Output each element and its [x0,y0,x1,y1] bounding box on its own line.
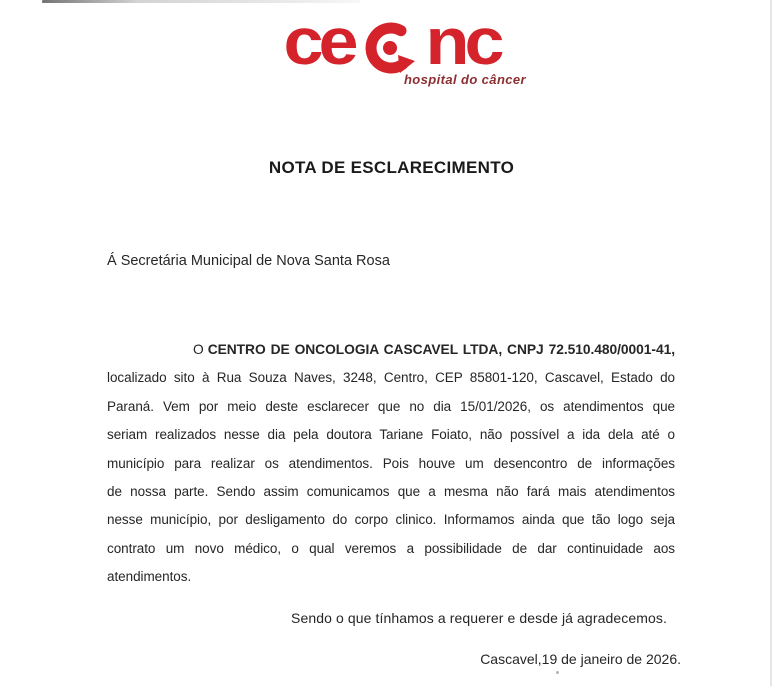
body-line-4: seriam realizados nesse dia pela doutora Tariane Foiato, não possível a ida dela até o [107,427,675,443]
scan-artifact-dot [556,671,559,674]
body-line-9: atendimentos. [107,569,192,585]
body-line-1-bold: CENTRO DE ONCOLOGIA CASCAVEL LTDA, CNPJ 72.510.480/0001-41, [207,342,675,357]
ceonc-logo [0,2,783,78]
body-paragraph [107,336,675,592]
logo-text-ce: ce [283,5,354,79]
recipient-line: Á Secretária Municipal de Nova Santa Rosa [107,253,390,269]
date-line: Cascavel,19 de janeiro de 2026. [480,651,681,667]
document-title: NOTA DE ESCLARECIMENTO [268,158,515,177]
body-line-1-regular: O [193,342,204,357]
body-line-2: localizado sito à Rua Souza Naves, 3248, Centro, CEP 85801-120, Cascavel, Estado do [107,370,675,386]
body-line-1 [107,336,675,364]
body-line-6: de nossa parte. Sendo assim comunicamos que a mesma não fará mais atendimentos [107,484,675,500]
logo-tagline: hospital do câncer [403,72,526,87]
closing-line: Sendo o que tínhamos a requerer e desde já agradecemos. [291,610,667,626]
body-line-5: município para realizar os atendimentos. Pois houve um desencontro de informações [107,455,675,471]
logo-text-nc: nc [425,5,500,79]
body-line-7: nesse município, por desligamento do corpo clinico. Informamos ainda que tão logo seja [107,512,675,528]
body-line-3: Paraná. Vem por meio deste esclarecer que no dia 15/01/2026, os atendimentos que [107,398,675,414]
scan-artifact-right-edge [770,0,772,686]
body-line-8: contrato um novo médico, o qual veremos a possibilidade de dar continuidade aos [107,540,675,556]
